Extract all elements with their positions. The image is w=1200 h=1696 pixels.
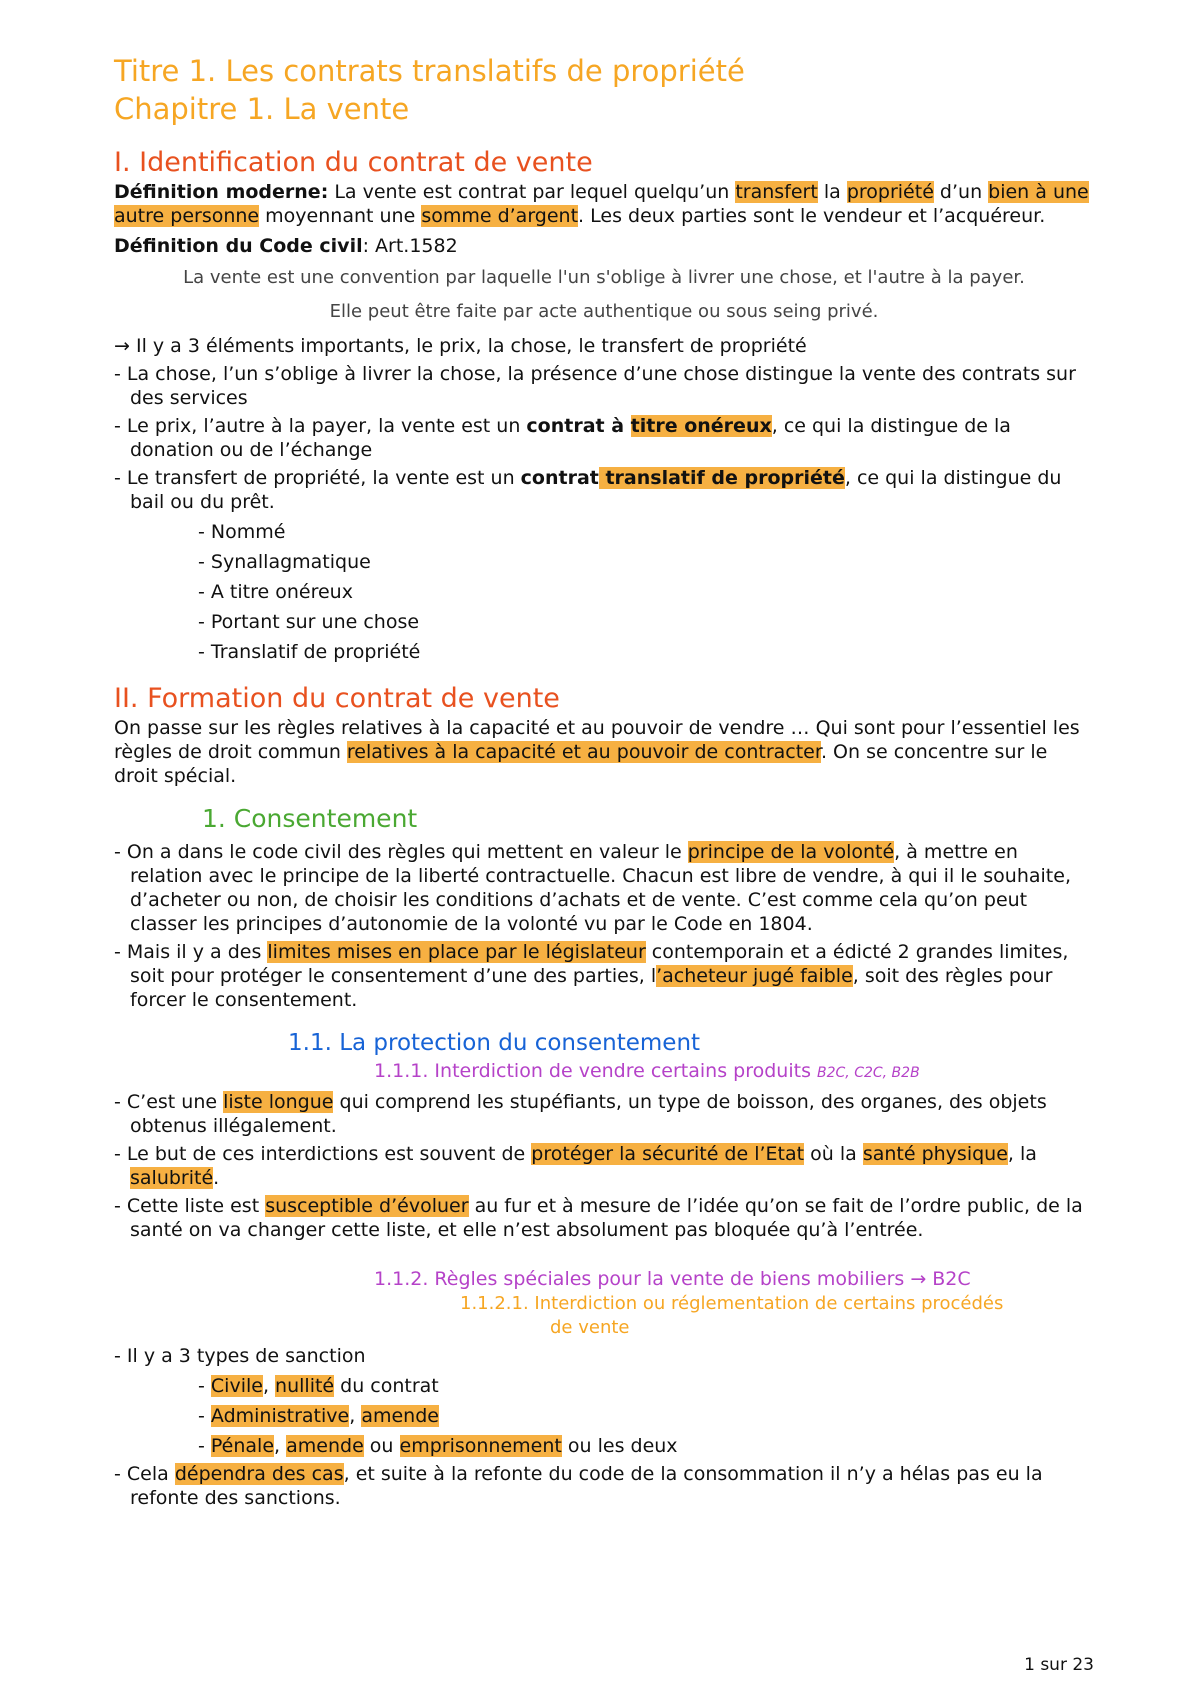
document-page (114, 52, 1094, 1510)
text: , (274, 1435, 287, 1457)
text: , (349, 1405, 362, 1427)
highlight: amende (361, 1405, 439, 1427)
sub-list-item (198, 1434, 1094, 1458)
sub-list-item: - Nommé (198, 521, 286, 543)
highlight: principe de la volonté (687, 841, 895, 863)
highlight: susceptible d’évoluer (265, 1195, 469, 1217)
highlight: titre onéreux (630, 415, 772, 437)
highlight: liste longue (223, 1091, 334, 1113)
bold-text: contrat à (526, 415, 631, 437)
text: - Cela (114, 1463, 175, 1485)
text: , (262, 1375, 276, 1397)
highlight: ’acheteur jugé faible (656, 965, 853, 987)
document-title: Titre 1. Les contrats translatifs de propriété (114, 54, 745, 88)
heading-line: de vente (550, 1317, 630, 1338)
highlight: salubrité (130, 1167, 214, 1189)
highlight: Administrative (210, 1405, 350, 1427)
sub-list-item (198, 1374, 1094, 1398)
text: - On a dans le code civil des règles qui mettent en valeur le (114, 841, 688, 863)
highlight: amende (286, 1435, 364, 1457)
highlight: Pénale (210, 1435, 275, 1457)
highlight: transfert (735, 181, 818, 203)
text: La vente est contrat par lequel quelqu’un (328, 181, 736, 203)
text: . Les deux parties sont le vendeur et l’acquéreur. (578, 205, 1046, 227)
section-heading-2: II. Formation du contrat de vente (114, 683, 560, 714)
highlight: propriété (846, 181, 934, 203)
list-item (114, 414, 1094, 462)
subsection-heading-consentement: 1. Consentement (202, 804, 418, 833)
highlight: somme d’argent (421, 205, 579, 227)
text: - (198, 1435, 211, 1457)
definition-moderne (114, 180, 1094, 228)
highlight: dépendra des cas (174, 1463, 344, 1485)
subsubsection-heading-interdiction (374, 1058, 1094, 1086)
definition-label: Définition du Code civil (114, 235, 363, 257)
highlight: protéger la sécurité de l’Etat (531, 1143, 805, 1165)
subsubsubsection-heading (460, 1292, 1094, 1340)
arrow-line: → Il y a 3 éléments importants, le prix, la chose, le transfert de propriété (114, 335, 807, 357)
text: du contrat (334, 1375, 439, 1397)
list-item (114, 1142, 1094, 1190)
list-item (114, 1194, 1094, 1242)
sub-list-item: - Portant sur une chose (198, 611, 420, 633)
text: - Le transfert de propriété, la vente est un (114, 467, 521, 489)
section-heading-1: I. Identification du contrat de vente (114, 147, 593, 178)
heading-tags: B2C, C2C, B2B (817, 1065, 920, 1081)
text: - (198, 1405, 211, 1427)
highlight: bien à une autre personne (114, 181, 1089, 227)
text: , la (1007, 1143, 1037, 1165)
list-item (114, 840, 1094, 936)
highlight: nullité (275, 1375, 335, 1397)
text: On passe sur les règles relatives à la capacité et au pouvoir de vendre … Qui sont pour l’essentiel les règles de droit commun (114, 717, 1080, 763)
article-quote: Elle peut être faite par acte authentique ou sous seing privé. (329, 301, 879, 322)
text: - Cette liste est (114, 1195, 266, 1217)
text: - Mais il y a des (114, 941, 268, 963)
text: , ce qui la distingue du bail ou du prêt. (130, 467, 1062, 513)
text: contemporain et a édicté 2 grandes limites, soit pour protéger le consentement d’une des parties, l (130, 941, 1069, 987)
list-item: - La chose, l’un s’oblige à livrer la chose, la présence d’une chose distingue la vente des contrats sur des services (114, 363, 1076, 409)
list-item (114, 1090, 1094, 1138)
text: - (198, 1375, 211, 1397)
subsubsection-heading-regles: 1.1.2. Règles spéciales pour la vente de biens mobiliers → B2C (374, 1268, 971, 1290)
list-item (114, 466, 1094, 514)
chapter-title: Chapitre 1. La vente (114, 92, 410, 126)
text: , ce qui la distingue de la donation ou de l’échange (130, 415, 1011, 461)
highlight: Civile (210, 1375, 263, 1397)
highlight: relatives à la capacité et au pouvoir de contracter (346, 741, 821, 763)
text: où la (804, 1143, 863, 1165)
sub-list-item: - A titre onéreux (198, 581, 353, 603)
text: , à mettre en relation avec le principe de la liberté contractuelle. Chacun est libre de vendre, à qui il le souhaite, d’acheter ou non, de choisir les conditions d’achats et de vente. C’est comme cela qu’on peut classer les principes d’autonomie de la volonté vu par le Code en 1804. (130, 841, 1071, 935)
text: - Le prix, l’autre à la payer, la vente est un (114, 415, 527, 437)
sub-list-item (198, 1404, 1094, 1428)
list-item: - Il y a 3 types de sanction (114, 1345, 366, 1367)
highlight: limites mises en place par le législateur (267, 941, 646, 963)
text: d’un (933, 181, 989, 203)
article-quote: La vente est une convention par laquelle l'un s'oblige à livrer une chose, et l'autre à la payer. (183, 267, 1025, 288)
text: moyennant une (259, 205, 422, 227)
section-intro (114, 716, 1094, 788)
text: . On se concentre sur le droit spécial. (114, 741, 1048, 787)
definition-code-civil (114, 234, 1094, 258)
text: . (213, 1167, 220, 1189)
sub-list-item: - Translatif de propriété (198, 641, 421, 663)
highlight: translatif de propriété (598, 467, 845, 489)
highlight: emprisonnement (399, 1435, 562, 1457)
sub-list-item: - Synallagmatique (198, 551, 371, 573)
bold-text: contrat (520, 467, 599, 489)
text: , et suite à la refonte du code de la consommation il n’y a hélas pas eu la refonte des sanctions. (130, 1463, 1043, 1509)
text: ou les deux (561, 1435, 678, 1457)
text: , soit des règles pour forcer le consentement. (130, 965, 1053, 1011)
text: ou (363, 1435, 400, 1457)
definition-label: Définition moderne: (114, 181, 329, 203)
text: la (817, 181, 847, 203)
heading-line: 1.1.2.1. Interdiction ou réglementation de certains procédés (460, 1293, 1004, 1314)
text: qui comprend les stupéfiants, un type de boisson, des organes, des objets obtenus illégalement. (130, 1091, 1047, 1137)
subsection-heading-protection: 1.1. La protection du consentement (288, 1030, 701, 1056)
heading-text: 1.1.1. Interdiction de vendre certains produits (374, 1060, 818, 1082)
page-number: 1 sur 23 (1024, 1655, 1094, 1675)
list-item (114, 1462, 1094, 1510)
text: - Le but de ces interdictions est souvent de (114, 1143, 532, 1165)
list-item (114, 940, 1094, 1012)
text: : Art.1582 (362, 235, 458, 257)
highlight: santé physique (862, 1143, 1008, 1165)
text: au fur et à mesure de l’idée qu’on se fait de l’ordre public, de la santé on va changer cette liste, et elle n’est absolument pas bloquée qu’à l’entrée. (130, 1195, 1083, 1241)
text: - C’est une (114, 1091, 224, 1113)
